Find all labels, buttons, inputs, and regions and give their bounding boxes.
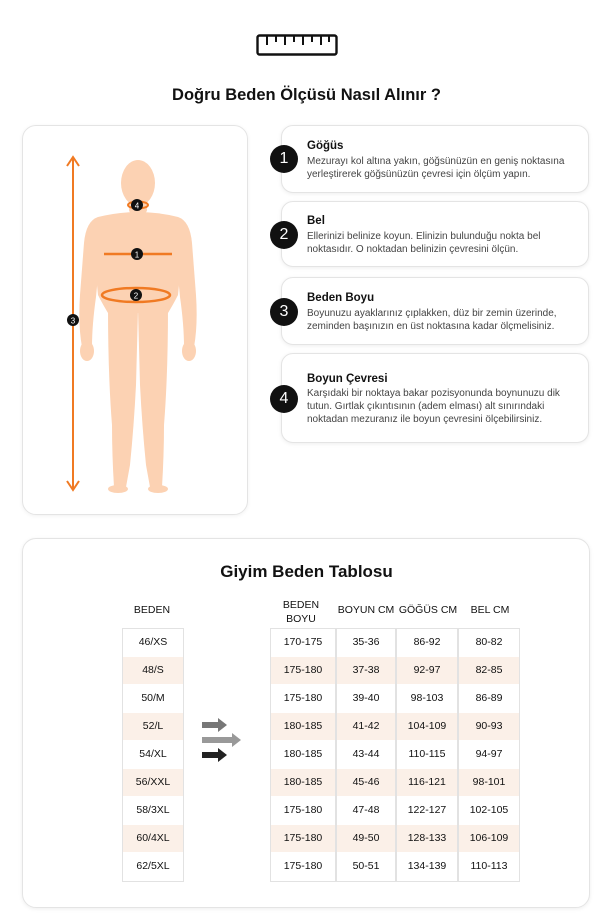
- table-cell: 58/3XL: [136, 804, 170, 816]
- table-cell: 175-180: [271, 657, 335, 684]
- table-cell: 92-97: [397, 657, 457, 684]
- table-cell: 50-51: [352, 860, 380, 872]
- neck-column-header: BOYUN CM: [337, 604, 395, 616]
- body-measurement-figure: [22, 125, 248, 515]
- table-cell: 90-93: [459, 713, 519, 740]
- tip-title: Bel: [307, 215, 325, 227]
- table-cell: 80-82: [475, 636, 503, 648]
- svg-text:1: 1: [134, 250, 140, 260]
- table-cell: 37-38: [337, 657, 395, 684]
- svg-text:3: 3: [70, 316, 76, 326]
- size-table-title: Giyim Beden Tablosu: [220, 562, 393, 581]
- table-cell: 35-36: [352, 636, 380, 648]
- table-cell: 56/XXL: [123, 769, 183, 796]
- table-cell: 180-185: [283, 748, 323, 760]
- table-cell: 170-175: [283, 636, 323, 648]
- table-cell: 41-42: [337, 713, 395, 740]
- tip-description: Mezurayı kol altına yakın, göğsünüzün en geniş noktasına yerleştirerek göğsünüzün çevresi için ölçüm yapın.: [307, 156, 565, 180]
- table-cell: 122-127: [407, 804, 447, 816]
- arrows-right-icon: [200, 716, 248, 764]
- table-cell: 54/XL: [139, 748, 167, 760]
- table-cell: 48/S: [123, 657, 183, 684]
- tip-card-height: [281, 277, 589, 345]
- height-column: [270, 628, 336, 882]
- tip-card-chest: [281, 125, 589, 193]
- tip-card-waist: [281, 201, 589, 267]
- svg-text:2: 2: [133, 291, 139, 301]
- marker-chest: [131, 248, 143, 260]
- neck-column: [336, 628, 396, 882]
- table-cell: 116-121: [397, 769, 457, 796]
- svg-text:4: 4: [134, 201, 140, 211]
- tip-card-neck: [281, 353, 589, 443]
- waist-column: [458, 628, 520, 882]
- tip-number-badge: 1: [270, 145, 298, 173]
- table-cell: 46/XS: [138, 636, 168, 648]
- table-cell: 86-89: [475, 692, 503, 704]
- table-cell: 62/5XL: [136, 860, 170, 872]
- table-cell: 60/4XL: [123, 825, 183, 852]
- tip-description: Ellerinizi belinize koyun. Elinizin bulunduğu nokta bel noktasıdır. O noktadan belinizin çevresini ölçün.: [307, 231, 541, 255]
- table-cell: 106-109: [459, 825, 519, 852]
- tip-description: Boyunuzu ayaklarınız çıplakken, düz bir zemin üzerinde, zeminden başınızın en üst noktasına kadar ölçmelisiniz.: [307, 308, 557, 332]
- table-cell: 110-115: [408, 748, 446, 760]
- chest-column: [396, 628, 458, 882]
- table-cell: 104-109: [397, 713, 457, 740]
- tip-title: Beden Boyu: [307, 292, 375, 304]
- marker-neck: [131, 199, 143, 211]
- table-cell: 50/M: [141, 692, 165, 704]
- tip-number-badge: 4: [270, 385, 298, 413]
- table-cell: 175-180: [283, 692, 323, 704]
- table-cell: 82-85: [459, 657, 519, 684]
- table-cell: 47-48: [352, 804, 380, 816]
- tip-number-badge: 3: [270, 298, 298, 326]
- table-cell: 110-113: [470, 860, 508, 872]
- marker-height: [67, 314, 79, 326]
- table-cell: 94-97: [475, 748, 503, 760]
- table-cell: 43-44: [352, 748, 380, 760]
- table-cell: 134-139: [407, 860, 447, 872]
- size-column-header: BEDEN: [133, 604, 171, 616]
- tip-number-badge: 2: [270, 221, 298, 249]
- height-column-header: BEDEN BOYU: [282, 599, 320, 625]
- table-cell: 180-185: [271, 713, 335, 740]
- table-cell: 49-50: [337, 825, 395, 852]
- table-cell: 175-180: [283, 860, 323, 872]
- table-cell: 175-180: [271, 825, 335, 852]
- size-column: [122, 628, 184, 882]
- table-cell: 39-40: [352, 692, 380, 704]
- table-cell: 52/L: [123, 713, 183, 740]
- tip-title: Göğüs: [307, 140, 344, 152]
- tip-description: Karşıdaki bir noktaya bakar pozisyonunda boynunuzu dik tutun. Gırtlak çıkıntısının (adem elması) alt sınırındaki noktadan mezuranız ile boyun çevresini ölçebilirsiniz.: [307, 388, 560, 425]
- page-title: Doğru Beden Ölçüsü Nasıl Alınır ?: [172, 86, 441, 104]
- table-cell: 86-92: [413, 636, 441, 648]
- table-cell: 102-105: [469, 804, 509, 816]
- table-cell: 98-103: [410, 692, 444, 704]
- tip-title: Boyun Çevresi: [307, 373, 388, 385]
- table-cell: 180-185: [271, 769, 335, 796]
- table-cell: 128-133: [397, 825, 457, 852]
- table-cell: 98-101: [459, 769, 519, 796]
- waist-column-header: BEL CM: [470, 604, 510, 616]
- chest-column-header: GÖĞÜS CM: [398, 604, 458, 616]
- marker-waist: [130, 289, 142, 301]
- table-cell: 175-180: [283, 804, 323, 816]
- ruler-icon: [256, 34, 338, 56]
- table-cell: 45-46: [337, 769, 395, 796]
